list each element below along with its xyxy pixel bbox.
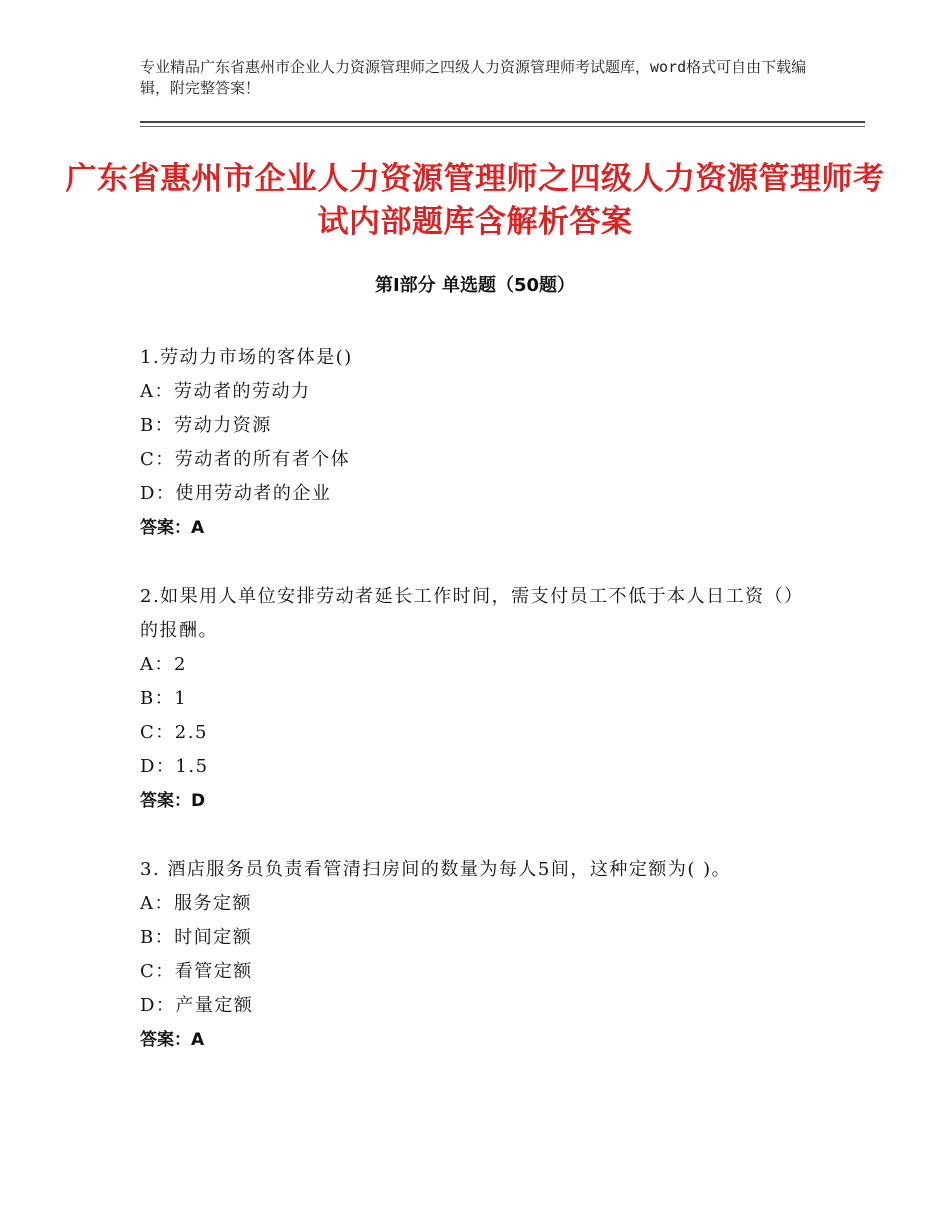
question-stem: 1.劳动力市场的客体是(): [140, 347, 353, 368]
option-b: B：劳动力资源: [140, 415, 272, 436]
header-rule-thin: [140, 126, 865, 127]
question-stem: 2.如果用人单位安排劳动者延长工作时间，需支付员工不低于本人日工资（）的报酬。: [140, 586, 804, 641]
answer: 答案：A: [140, 518, 205, 538]
question-stem: 3. 酒店服务员负责看管清扫房间的数量为每人5间，这种定额为( )。: [140, 859, 732, 880]
answer: 答案：A: [140, 1030, 205, 1050]
option-c: C：看管定额: [140, 961, 253, 982]
option-a: A：劳动者的劳动力: [140, 381, 311, 402]
option-d: D：使用劳动者的企业: [140, 483, 332, 504]
option-d: D：产量定额: [140, 995, 254, 1016]
answer: 答案：D: [140, 791, 206, 811]
document-title: 广东省惠州市企业人力资源管理师之四级人力资源管理师考试内部题库含解析答案: [65, 161, 885, 240]
header-rule-thick: [140, 121, 865, 123]
option-c: C：2.5: [140, 722, 208, 743]
option-b: B：时间定额: [140, 927, 253, 948]
option-a: A：服务定额: [140, 893, 252, 914]
section-heading: 第Ⅰ部分 单选题（50题）: [374, 275, 575, 296]
option-a: A：2: [140, 654, 187, 675]
question-1: [140, 341, 820, 545]
option-c: C：劳动者的所有者个体: [140, 449, 351, 470]
header-note: 专业精品广东省惠州市企业人力资源管理师之四级人力资源管理师考试题库，word格式可自由下载编辑，附完整答案！: [140, 58, 807, 97]
option-b: B：1: [140, 688, 188, 709]
question-3: [140, 853, 820, 1057]
question-2: [140, 580, 820, 818]
option-d: D：1.5: [140, 756, 209, 777]
